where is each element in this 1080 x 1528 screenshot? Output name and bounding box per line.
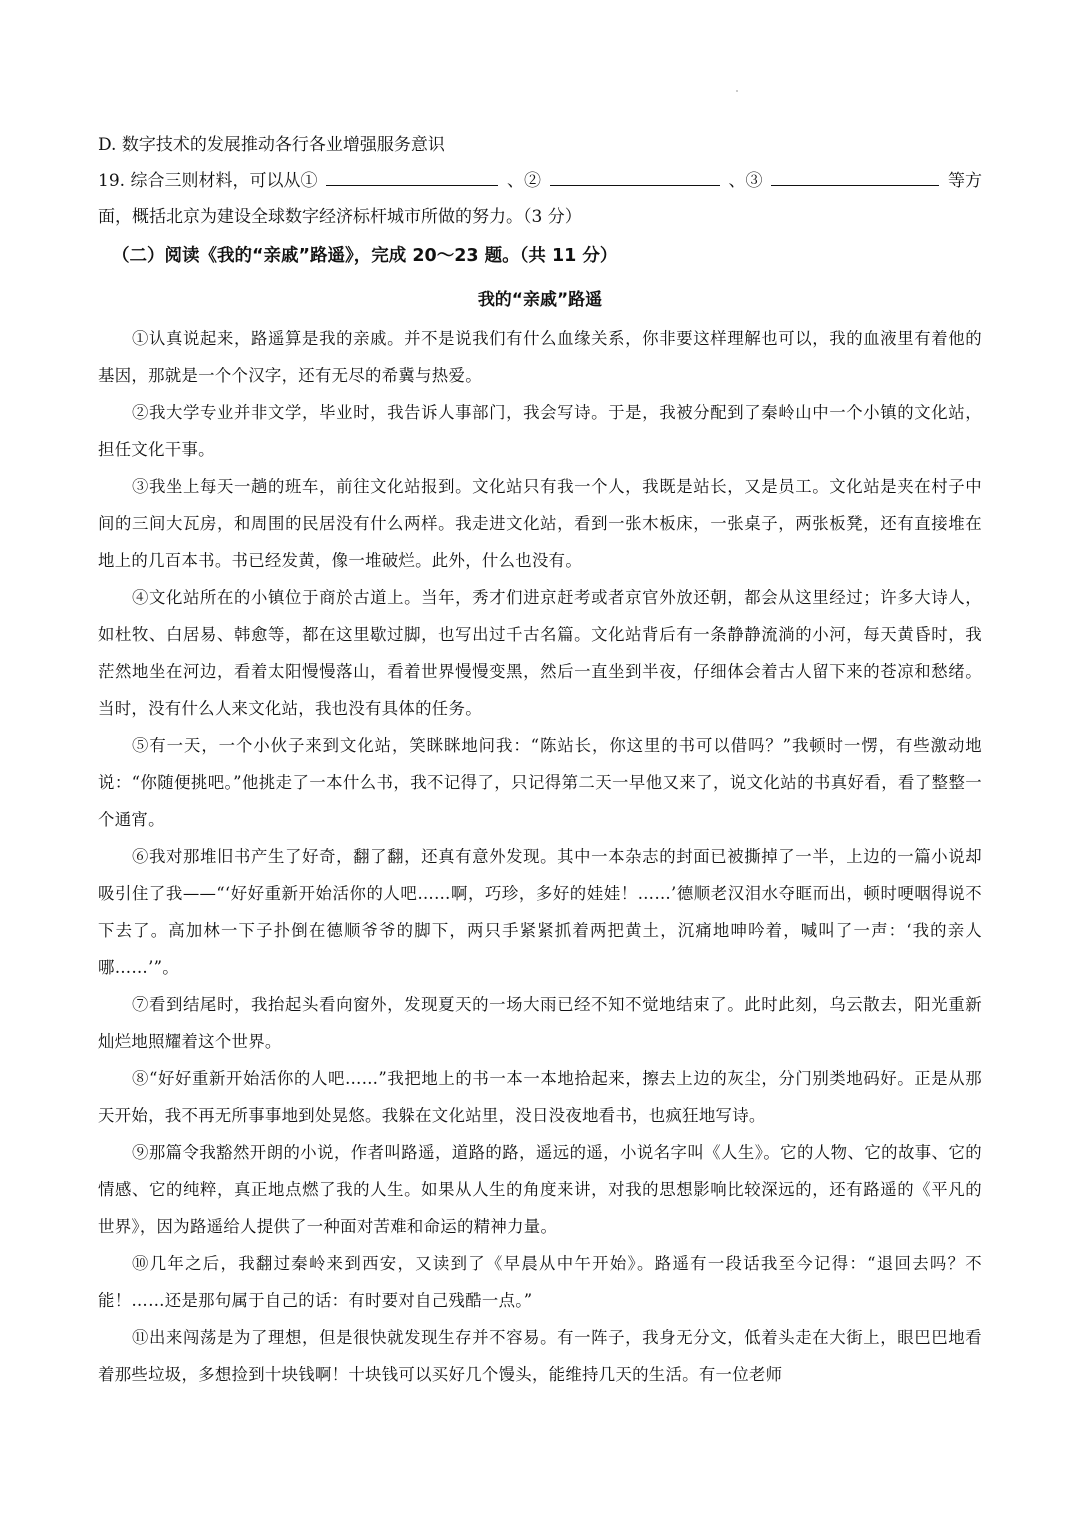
question-19: [98, 162, 982, 200]
q19-sep-3: 、③: [728, 171, 763, 191]
paragraph-5: ⑤有一天，一个小伙子来到文化站，笑眯眯地问我：“陈站长，你这里的书可以借吗？”我顿时一愣，有些激动地说：“你随便挑吧。”他挑走了一本什么书，我不记得了，只记得第二天一早他又来了，说文化站的书真好看，看了整整一个通宵。: [98, 736, 982, 829]
section-heading: （二）阅读《我的“亲戚”路遥》，完成 20～23 题。（共 11 分）: [112, 246, 618, 266]
answer-blank-2[interactable]: [550, 165, 720, 186]
article-title: 我的“亲戚”路遥: [477, 290, 603, 310]
answer-blank-3[interactable]: [771, 165, 939, 186]
question-19-line-2: 面，概括北京为建设全球数字经济标杆城市所做的努力。（3 分）: [98, 207, 582, 227]
paragraph-8: ⑧“好好重新开始活你的人吧……”我把地上的书一本一本地拾起来，擦去上边的灰尘，分门别类地码好。正是从那天开始，我不再无所事事地到处晃悠。我躲在文化站里，没日没夜地看书，也疯狂地写诗。: [98, 1069, 982, 1125]
paragraph-6: ⑥我对那堆旧书产生了好奇，翻了翻，还真有意外发现。其中一本杂志的封面已被撕掉了一半，上边的一篇小说却吸引住了我——“‘好好重新开始活你的人吧……啊，巧珍，多好的娃娃！……’德顺老汉泪水夺眶而出，顿时哽咽得说不下去了。高加林一下子扑倒在德顺爷爷的脚下，两只手紧紧抓着两把黄土，沉痛地呻吟着，喊叫了一声：‘我的亲人哪……’”。: [98, 847, 982, 977]
page-content: [98, 128, 982, 1393]
paragraph-11: ⑪出来闯荡是为了理想，但是很快就发现生存并不容易。有一阵子，我身无分文，低着头走在大街上，眼巴巴地看着那些垃圾，多想捡到十块钱啊！十块钱可以买好几个馒头，能维持几天的生活。有一位老师: [98, 1328, 982, 1384]
q19-prefix: 19. 综合三则材料，可以从①: [98, 171, 318, 191]
article-body: [98, 320, 982, 1393]
option-d: D. 数字技术的发展推动各行各业增强服务意识: [98, 135, 445, 155]
paragraph-2: ②我大学专业并非文学，毕业时，我告诉人事部门，我会写诗。于是，我被分配到了秦岭山中一个小镇的文化站，担任文化干事。: [98, 403, 982, 459]
paragraph-7: ⑦看到结尾时，我抬起头看向窗外，发现夏天的一场大雨已经不知不觉地结束了。此时此刻，乌云散去，阳光重新灿烂地照耀着这个世界。: [98, 995, 982, 1051]
paragraph-10: ⑩几年之后，我翻过秦岭来到西安，又读到了《早晨从中午开始》。路遥有一段话我至今记得：“退回去吗？不能！……还是那句属于自己的话：有时要对自己残酷一点。”: [98, 1254, 982, 1310]
q19-suffix: 等方: [947, 171, 982, 191]
paragraph-9: ⑨那篇令我豁然开朗的小说，作者叫路遥，道路的路，遥远的遥，小说名字叫《人生》。它的人物、它的故事、它的情感、它的纯粹，真正地点燃了我的人生。如果从人生的角度来讲，对我的思想影响比较深远的，还有路遥的《平凡的世界》，因为路遥给人提供了一种面对苦难和命运的精神力量。: [98, 1143, 982, 1236]
paragraph-1: ①认真说起来，路遥算是我的亲戚。并不是说我们有什么血缘关系，你非要这样理解也可以，我的血液里有着他的基因，那就是一个个汉字，还有无尽的希冀与热爱。: [98, 329, 982, 385]
paragraph-4: ④文化站所在的小镇位于商於古道上。当年，秀才们进京赶考或者京官外放还朝，都会从这里经过；许多大诗人，如杜牧、白居易、韩愈等，都在这里歇过脚，也写出过千古名篇。文化站背后有一条静静流淌的小河，每天黄昏时，我茫然地坐在河边，看着太阳慢慢落山，看着世界慢慢变黑，然后一直坐到半夜，仔细体会着古人留下来的苍凉和愁绪。当时，没有什么人来文化站，我也没有具体的任务。: [98, 588, 982, 718]
q19-sep-2: 、②: [506, 171, 541, 191]
scan-speck: [736, 90, 738, 92]
paragraph-3: ③我坐上每天一趟的班车，前往文化站报到。文化站只有我一个人，我既是站长，又是员工。文化站是夹在村子中间的三间大瓦房，和周围的民居没有什么两样。我走进文化站，看到一张木板床，一张桌子，两张板凳，还有直接堆在地上的几百本书。书已经发黄，像一堆破烂。此外，什么也没有。: [98, 477, 982, 570]
answer-blank-1[interactable]: [326, 165, 498, 186]
